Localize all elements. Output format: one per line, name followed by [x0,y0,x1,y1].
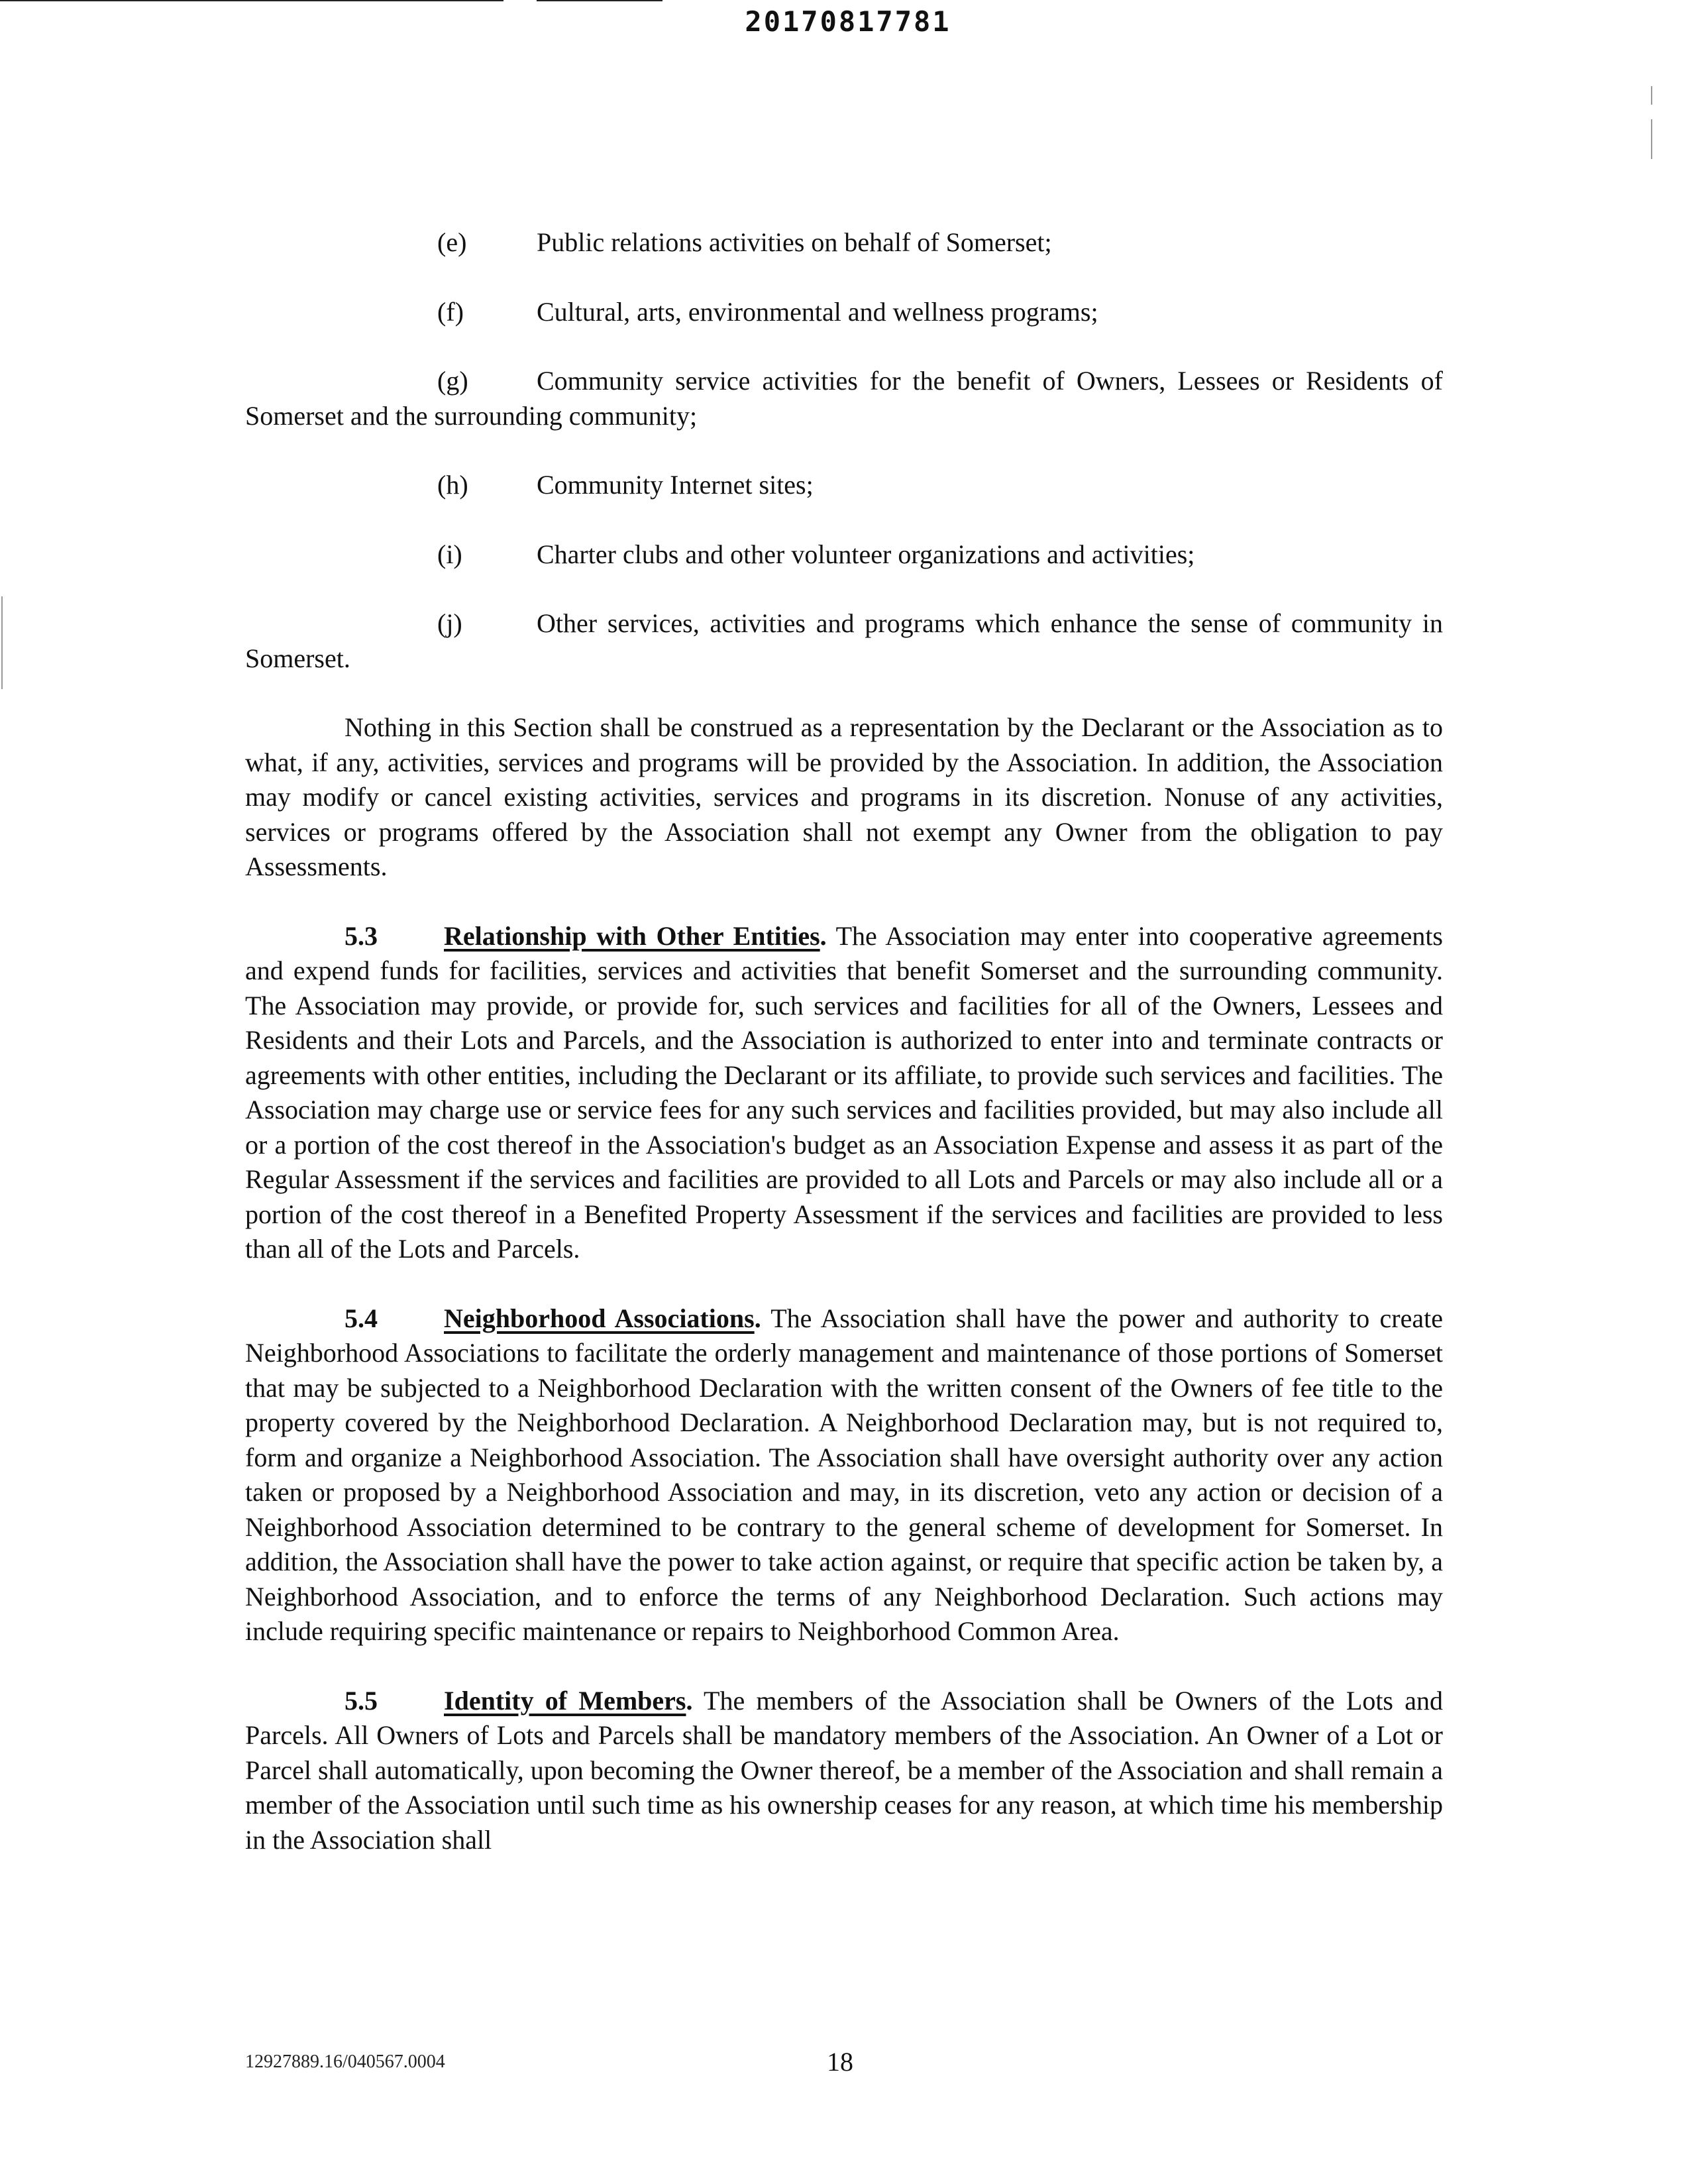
list-item-j [245,606,1443,676]
section-5-3: 5.3 Relationship with Other Entities. The Association may enter into cooperative agreements and expend funds for facilities, services and activities that benefit Somerset and the surrounding community. The Association may provide, or provide for, such services and facilities for all of the Owners, Lessees and Residents and their Lots and Parcels, and the Association is authorized to enter into and terminate contracts or agreements with other entities, including the Declarant or its affiliate, to provide such services and facilities. The Association may charge use or service fees for any such services and facilities provided, but may also include all or a portion of the cost thereof in the Association's budget as an Association Expense and assess it as part of the Regular Assessment if the services and facilities are provided to all Lots and Parcels or may also include all or a portion of the cost thereof in a Benefited Property Assessment if the services and facilities are provided to less than all of the Lots and Parcels. [245,919,1443,1267]
scan-mark [1651,119,1652,159]
top-rule-right [537,0,662,1]
item-text: Community service activities for the benefit of Owners, Lessees or Residents of Somerset and the surrounding community; [245,366,1443,431]
list-item-g [245,364,1443,433]
nothing-paragraph: Nothing in this Section shall be construed as a representation by the Declarant or the Association as to what, if any, activities, services and programs will be provided by the Association. In addition, the Association may modify or cancel existing activities, services and programs in its discretion. Nonuse of any activities, services or programs offered by the Association shall not exempt any Owner from the obligation to pay Assessments. [245,712,1443,881]
item-text: Community Internet sites; [537,470,814,500]
section-body: The members of the Association shall be Owners of the Lots and Parcels. All Owners of Lots and Parcels shall be mandatory members of the Association. An Owner of a Lot or Parcel shall automatically, upon becoming the Owner thereof, be a member of the Association and shall remain a member of the Association until such time as his ownership ceases for any reason, at which time his membership in the Association shall [245,1685,1443,1855]
item-text: Public relations activities on behalf of Somerset; [537,227,1052,257]
section-heading: Identity of Members [444,1685,686,1716]
item-label: (e) [437,227,467,257]
section-heading: Relationship with Other Entities [444,920,820,951]
item-label: (f) [437,296,464,327]
list-item-e [245,225,1443,260]
document-body [245,225,1443,1892]
item-text: Other services, activities and programs which enhance the sense of community in Somerset. [245,608,1443,673]
section-heading: Neighborhood Associations [444,1303,755,1333]
record-number: 20170817781 [745,5,951,38]
item-label: (h) [437,470,468,500]
section-number: 5.4 [344,1303,378,1333]
top-rule-left [0,0,504,1]
item-label: (g) [437,366,468,396]
section-number: 5.3 [344,920,378,951]
section-body: The Association may enter into cooperative agreements and expend funds for facilities, services and activities that benefit Somerset and the surrounding community. The Association may provide, or provide for, such services and facilities for all of the Owners, Lessees and Residents and their Lots and Parcels, and the Association is authorized to enter into and terminate contracts or agreements with other entities, including the Declarant or its affiliate, to provide such services and facilities. The Association may charge use or service fees for any such services and facilities provided, but may also include all or a portion of the cost thereof in the Association's budget as an Association Expense and assess it as part of the Regular Assessment if the services and facilities are provided to all Lots and Parcels or may also include all or a portion of the cost thereof in a Benefited Property Assessment if the services and facilities are provided to less than all of the Lots and Parcels. [245,920,1443,1264]
scan-mark [1,596,3,689]
list-item-i [245,537,1443,573]
list-item-h [245,468,1443,503]
section-number: 5.5 [344,1685,378,1716]
footer-document-id: 12927889.16/040567.0004 [245,2051,445,2072]
item-text: Cultural, arts, environmental and wellness programs; [537,296,1098,327]
section-5-5: 5.5 Identity of Members. The members of the Association shall be Owners of the Lots and Parcels. All Owners of Lots and Parcels shall be mandatory members of the Association. An Owner of a Lot or Parcel shall automatically, upon becoming the Owner thereof, be a member of the Association and shall remain a member of the Association until such time as his ownership ceases for any reason, at which time his membership in the Association shall [245,1684,1443,1858]
section-5-4: 5.4 Neighborhood Associations. The Association shall have the power and authority to create Neighborhood Associations to facilitate the orderly management and maintenance of those portions of Somerset that may be subjected to a Neighborhood Declaration with the written consent of the Owners of fee title to the property covered by the Neighborhood Declaration. A Neighborhood Declaration may, but is not required to, form and organize a Neighborhood Association. The Association shall have oversight authority over any action taken or proposed by a Neighborhood Association and may, in its discretion, veto any action or decision of a Neighborhood Association determined to be contrary to the general scheme of development for Somerset. In addition, the Association shall have the power to take action against, or require that specific action be taken by, a Neighborhood Association, and to enforce the terms of any Neighborhood Declaration. Such actions may include requiring specific maintenance or repairs to Neighborhood Common Area. [245,1301,1443,1649]
scan-mark [1651,86,1652,105]
page-number: 18 [827,2047,853,2077]
item-text: Charter clubs and other volunteer organizations and activities; [537,539,1195,569]
item-label: (i) [437,539,462,569]
list-item-f [245,295,1443,330]
section-body: The Association shall have the power and authority to create Neighborhood Associations to facilitate the orderly management and maintenance of those portions of Somerset that may be subjected to a Neighborhood Declaration with the written consent of the Owners of fee title to the property covered by the Neighborhood Declaration. A Neighborhood Declaration may, but is not required to, form and organize a Neighborhood Association. The Association shall have oversight authority over any action taken or proposed by a Neighborhood Association and may, in its discretion, veto any action or decision of a Neighborhood Association determined to be contrary to the general scheme of development for Somerset. In addition, the Association shall have the power to take action against, or require that specific action be taken by, a Neighborhood Association, and to enforce the terms of any Neighborhood Declaration. Such actions may include requiring specific maintenance or repairs to Neighborhood Common Area. [245,1303,1443,1646]
item-label: (j) [437,608,462,638]
